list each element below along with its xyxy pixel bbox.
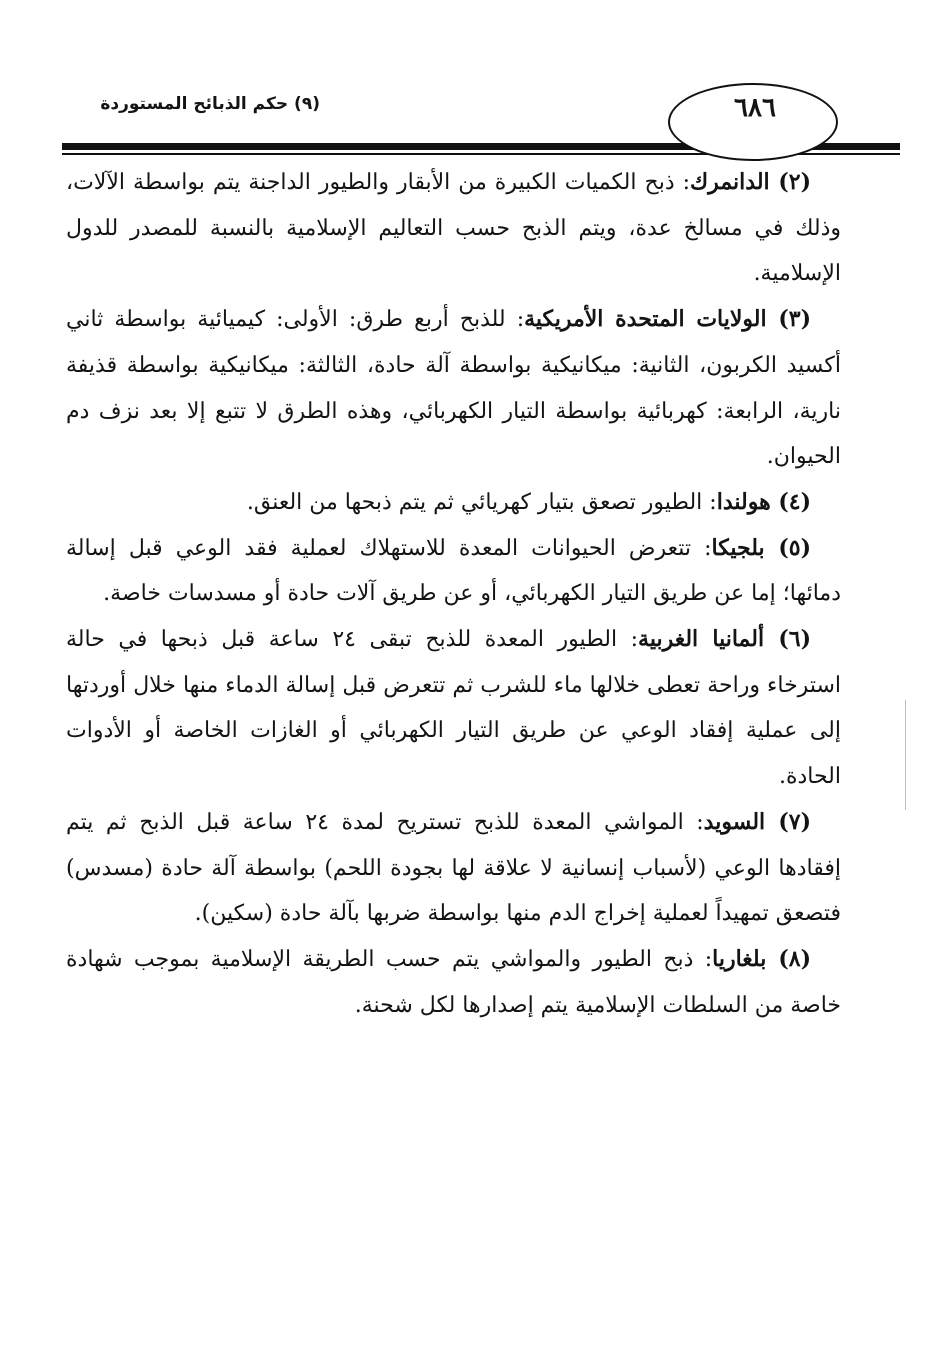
paragraph-bulgaria <box>66 937 841 1028</box>
paragraph-netherlands <box>66 480 841 526</box>
scan-margin-mark <box>905 700 906 810</box>
paragraph-text: : المواشي المعدة للذبح تستريح لمدة ٢٤ ساعة قبل الذبح ثم يتم إفقادها الوعي (لأسباب إنسانية لا علاقة لها بجودة اللحم) بواسطة آلة حادة (مسدس) فتصعق تمهيداً لعملية إخراج الدم منها بواسطة ضربها بآلة حادة (سكين). <box>66 809 841 927</box>
paragraph-label: (٣) الولايات المتحدة الأمريكية <box>524 306 811 333</box>
paragraph-label: (٨) بلغاريا <box>712 945 811 972</box>
running-title: (٩) حكم الذبائح المستوردة <box>100 94 320 114</box>
paragraph-text: : تتعرض الحيوانات المعدة للاستهلاك لعملية فقد الوعي قبل إسالة دمائها؛ إما عن طريق التيار الكهربائي، أو عن طريق آلات حادة أو مسدسات خاصة. <box>66 535 841 607</box>
paragraph-text: : للذبح أربع طرق: الأولى: كيميائية بواسطة ثاني أكسيد الكربون، الثانية: ميكانيكية بواسطة آلة حادة، الثالثة: ميكانيكية بواسطة قذيفة نارية، الرابعة: كهربائية بواسطة التيار الكهربائي، وهذه الطرق لا تتبع إلا بعد نزف دم الحيوان. <box>66 307 841 470</box>
body-text <box>66 160 841 1028</box>
paragraph-label: (٦) ألمانيا الغربية <box>638 626 811 653</box>
paragraph-text: : ذبح الطيور والمواشي يتم حسب الطريقة الإسلامية بموجب شهادة خاصة من السلطات الإسلامية يتم إصدارها لكل شحنة. <box>66 946 841 1018</box>
paragraph-sweden <box>66 800 841 937</box>
paragraph-denmark <box>66 160 841 297</box>
paragraph-text: : الطيور تصعق بتيار كهريائي ثم يتم ذبحها من العنق. <box>246 489 717 515</box>
page-number: ٦٨٦ <box>734 93 776 123</box>
paragraph-text: : ذبح الكميات الكبيرة من الأبقار والطيور الداجنة يتم بواسطة الآلات، وذلك في مسالخ عدة، ويتم الذبح حسب التعاليم الإسلامية بالنسبة للمصدر للدول الإسلامية. <box>66 170 841 287</box>
paragraph-label: (٥) بلجيكا <box>711 534 811 561</box>
paragraph-belgium <box>66 526 841 617</box>
paragraph-text: : الطيور المعدة للذبح تبقى ٢٤ ساعة قبل ذبحها في حالة استرخاء وراحة تعطى خلالها ماء للشرب ثم تتعرض قبل إسالة الدماء منها خلال أوردتها إلى عملية إفقاد الوعي عن طريق التيار الكهربائي أو الغازات الخاصة أو الأدوات الحادة. <box>66 627 841 790</box>
paragraph-west-germany <box>66 617 841 800</box>
paragraph-label: (٤) هولندا <box>716 488 811 515</box>
paragraph-label: (٧) السويد <box>703 808 811 835</box>
paragraph-label: (٢) الدانمرك <box>690 169 811 195</box>
paragraph-usa <box>66 297 841 480</box>
